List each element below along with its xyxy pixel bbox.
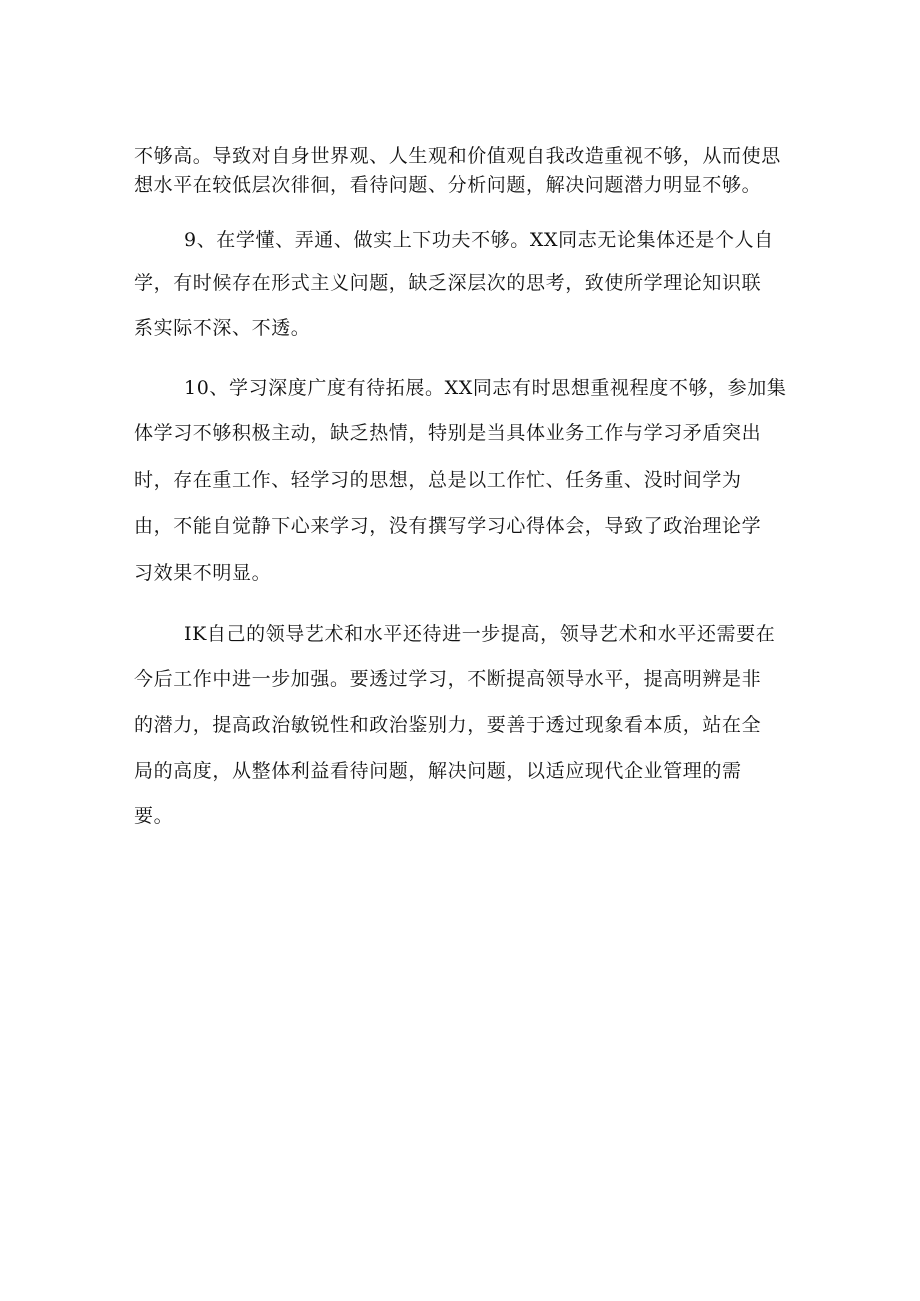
paragraph-3-line-4: 由，不能自觉静下心来学习，没有撰写学习心得体会，导致了政治理论学: [134, 515, 762, 537]
paragraph-3-line-1: 10、学习深度广度有待拓展。XX同志有时思想重视程度不够，参加集: [184, 377, 787, 399]
paragraph-1-line-1: 不够高。导致对自身世界观、人生观和价值观自我改造重视不够，从而使思: [134, 145, 781, 167]
paragraph-3-line-5: 习效果不明显。: [134, 562, 272, 584]
paragraph-4-line-3: 的潜力，提高政治敏锐性和政治鉴别力，要善于透过现象看本质，站在全: [134, 714, 762, 736]
paragraph-4-line-5: 要。: [134, 805, 174, 827]
paragraph-4-line-2: 今后工作中进一步加强。要透过学习，不断提高领导水平，提高明辨是非: [134, 668, 762, 690]
paragraph-3-line-2: 体学习不够积极主动，缺乏热情，特别是当具体业务工作与学习矛盾突出: [134, 422, 762, 444]
paragraph-2-line-3: 系实际不深、不透。: [134, 317, 311, 339]
paragraph-3-line-3: 时，存在重工作、轻学习的思想，总是以工作忙、任务重、没时间学为: [134, 469, 742, 491]
paragraph-2-line-1: 9、在学懂、弄通、做实上下功夫不够。XX同志无论集体还是个人自: [184, 229, 774, 251]
paragraph-2-line-2: 学，有时候存在形式主义问题，缺乏深层次的思考，致使所学理论知识联: [134, 272, 762, 294]
paragraph-4-line-1: IK自己的领导艺术和水平还待进一步提高，领导艺术和水平还需要在: [184, 623, 776, 645]
paragraph-1-line-2: 想水平在较低层次徘徊，看待问题、分析问题，解决问题潜力明显不够。: [134, 174, 762, 196]
paragraph-4-line-4: 局的高度，从整体利益看待问题，解决问题，以适应现代企业管理的需: [134, 760, 742, 782]
